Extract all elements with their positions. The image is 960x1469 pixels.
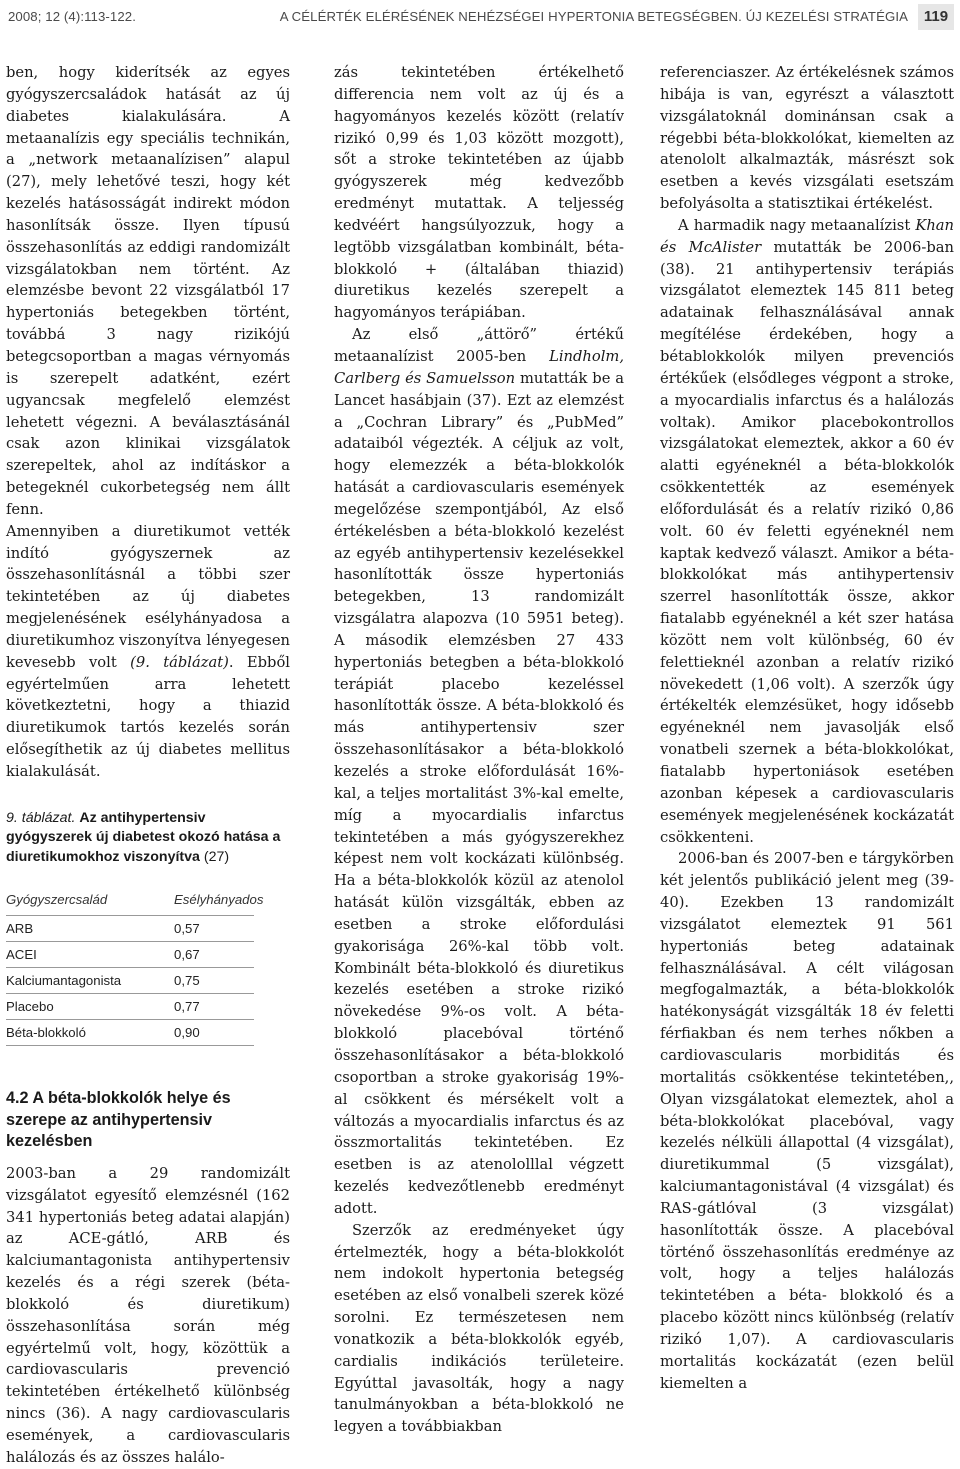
column-left (6, 62, 290, 1469)
body-text: A harmadik nagy metaanalízist (678, 216, 916, 234)
table-cell: 0,77 (174, 998, 200, 1014)
body-paragraph: 2003-ban a 29 randomizált vizsgálatot egyesítő elemzésnél (162 341 hypertoniás beteg adatai alapján) az ACE-gátló, ARB és kalciumantagonista antihypertensiv kezelés és a régi szerek (béta-blokkoló és diuretikum) összehasonlítása során még egyértelmű volt, hogy, közöttük a cardiovascularis prevenció tekintetében értékelhető különbség nincs (36). A nagy cardiovascularis események, a cardiovascularis halálozás és az összes halálo- (6, 1164, 290, 1466)
body-text: Amennyiben a diuretikumot vették indító gyógyszernek az összehasonlításnál a többi szer tekintetében az új diabetes megjelenésének esélyhányadosa a diuretikumhoz viszonyítva lényegesen kevesebb volt (6, 522, 290, 671)
body-paragraph (334, 324, 624, 1220)
table-reference: (9. táblázat) (130, 653, 229, 671)
body-paragraph: ben, hogy kiderítsék az egyes gyógyszercsaládok hatását az új diabetes kialakulására. A metaanalízis egy speciális technikán, a „network metaanalízisen” alapul (27), mely lehetővé teszi, hogy két kezelés hatásosságát indirekt módon hasonlítsák össze. Ilyen típusú összehasonlítás az eddigi randomizált vizsgálatokban nem történt. Az elemzésbe bevont 22 vizsgálatból 17 hypertoniás betegekben történt, továbbá 3 nagy rizikójú betegcsoportban a magas vérnyomás is szerepelt adatként, ezért ugyancsak megfelelő elemzést lehetett végezni. A beválasztásánál csak azon klinikai vizsgálatok szerepeltek, ahol az indításkor a betegeknél cukorbetegség nem állt fenn. (6, 64, 290, 518)
table-cell: ACEI (6, 946, 37, 962)
body-paragraph (6, 521, 290, 783)
table-header-row (6, 885, 264, 916)
column-middle (334, 62, 624, 1438)
body-paragraph: 2006-ban és 2007-ben e tárgykörben két jelentős publikáció jelent meg (39-40). Ezekben 13 randomizált vizsgálatot elemeztek 91 561 hypertoniás beteg adatainak felhasználásával. A célt világosan megfogalmazták, a béta-blokkolók hatékonyságát vizsgálták 18 év feletti férfiakban és nem terhes nőkben a cardiovascularis morbiditás és mortalitás csökkentése tekintetében,, Olyan vizsgálatokat elemeztek, ahol a béta-blokkolókat placebóval, vagy kezelés nélküli állapottal (4 vizsgálat), diuretikummal (5 vizsgálat), kalciumantagonistával (4 vizsgálat) és RAS-gátlóval (3 vizsgálat) hasonlították össze. A placebóval történő összehasonlítás eredménye az volt, hogy a teljes halálozás tekintetében a béta- blokkoló és a placebo között nincs különbség (relatív rizikó 1,07). A cardiovascularis mortalitás kockázatát (ezen belül kiemelten a (660, 850, 954, 1392)
odds-ratio-table (6, 885, 290, 1046)
page-number: 119 (918, 4, 954, 30)
table-label: 9. táblázat. (6, 809, 76, 826)
body-text: . Ebből egyértelműen arra lehetett következtetni, hogy a thiazid diuretikumok tartós kezelés során elősegíthetik az új diabetes mellitus kialakulását. (6, 653, 291, 780)
body-paragraph: zás tekintetében értékelhető differencia nem volt az új és a hagyományos kezelés között (relatív rizikó 0,99 és 1,03 között mozgott), sőt a stroke tekintetében az újabb gyógyszerek még kedvezőbb eredményt mutattak. A teljesség kedvéért hangsúlyozzuk, hogy a legtöbb vizsgálatban kombinált, béta-blokkoló + (általában thiazid) diuretikus kezelés szerepelt a hagyományos terápiában. (334, 64, 624, 322)
body-paragraph: referenciaszer. Az értékelésnek számos hibája is van, egyrészt a választott vizsgálatoknál dominánsan csak a régebbi béta-blokkolókat, kiemelten az atenololt alkalmazták, másrészt sok esetben a kevés vizsgálati esetszám befolyásolta a statisztikai értékelést. (660, 64, 954, 213)
table-cell: Béta-blokkoló (6, 1024, 86, 1040)
table-cell: 0,90 (174, 1024, 200, 1040)
table-header-cell: Esélyhányados (174, 892, 264, 908)
body-text: mutatták be 2006-ban (38). 21 antihypertensiv terápiás vizsgálatot elemeztek 145 811 beteg adatainak felhasználásával annak megítélése érdekében, hogy a bétablokkolók milyen prevenciós értékűek (elsődleges végpont a stroke, a myocardialis infarctus és a halálozás voltak). Amikor placebokontrollos vizsgálatokat elemeztek, akkor a 60 év alatti egyéneknél a béta-blokkolók csökkentették az események előfordulását és a relatív rizikó 0,86 volt. 60 év feletti egyéneknél nem kaptak kedvező választ. Amikor a béta-blokkolókat más antihypertensiv szerrel hasonlították össze, akkor fiatalabb egyéneknél a két szer hatása között nem volt különbség, 60 év felettieknél azonban a relatív rizikó növekedett (1,06 volt). A szerzők úgy értékelték elemzésüket, hogy idősebb egyéneknél nem javasolják első vonatbeli szernek a béta-blokkolókat, fiatalabb hypertoniások esetében azonban képesek a cardiovascularis események megjelenésének kockázatát csökkenteni. (660, 238, 954, 846)
table-title: Az antihypertensiv gyógyszerek új diabetest okozó hatása a diuretikumokhoz viszonyítva (6, 809, 281, 865)
column-right (660, 62, 954, 1394)
table-row (6, 1020, 254, 1046)
author-names: Lindholm, Carlberg és Samuelsson (334, 347, 624, 387)
table-row (6, 916, 254, 942)
table-row (6, 994, 254, 1020)
table-cell: ARB (6, 920, 34, 936)
table-cell: 0,75 (174, 972, 200, 988)
running-header-citation: 2008; 12 (4):113-122. (8, 9, 136, 24)
table-row (6, 942, 254, 968)
body-text: Az első „áttörő” értékű metaanalízist 2005-ben (334, 326, 624, 365)
running-header-title: A CÉLÉRTÉK ELÉRÉSÉNEK NEHÉZSÉGEI HYPERTONIA BETEGSÉGBEN. ÚJ KEZELÉSI STRATÉGIA (279, 9, 908, 24)
table-cell: 0,67 (174, 946, 200, 962)
table-caption-ref: (27) (203, 848, 230, 865)
table-header-cell: Gyógyszercsalád (6, 892, 108, 908)
section-heading: 4.2 A béta-blokkolók helye és szerepe az antihypertensiv kezelésben (6, 1089, 231, 1151)
author-names: Khan és McAlister (660, 216, 954, 256)
body-paragraph: Szerzők az eredményeket úgy értelmezték, hogy a béta-blokkolót nem indokolt hypertonia betegség esetében az első vonalbeli szerek közé sorolni. Ez természetesen nem vonatkozik a béta-blokkolók egyéb, cardialis indikációs területeire. Egyúttal javasolták, hogy a nagy tanulmányokban a béta-blokkoló ne legyen a továbbiakban (334, 1221, 624, 1436)
table-cell: 0,57 (174, 920, 200, 936)
body-text: mutatták be a Lancet hasábjain (37). Ezt az elemzést a „Cochran Library” és „PubMed” adataiból végezték. A céljuk az volt, hogy elemezzék a béta-blokkolók hatását a cardiovascularis események megelőzése szempontjából, Az első értékelésben a béta-blokkoló kezelést az egyéb antihypertensiv kezelésekkel hasonlították össze hypertoniás betegekben, 13 randomizált vizsgálatra alapozva (10 5951 beteg). A második elemzésben 27 433 hypertoniás betegben a béta-blokkoló terápiát placebo kezeléssel hasonlították össze. A béta-blokkoló és más antihypertensiv szer összehasonlításakor a béta-blokkoló kezelés a stroke előfordulását 16%-kal, a teljes mortalitást 3%-kal emelte, míg a myocardialis infarctus tekintetében a más gyógyszerekhez képest nem volt kockázati különbség. Ha a béta-blokkolók közül az atenolol hatását külön vizsgálták, ebben az esetben a stroke előfordulási gyakorisága 26%-kal több volt. Kombinált béta-blokkoló és diuretikus kezelés esetében a stroke rizikó növekedése 9%-os volt. A béta-blokkoló placebóval történő összehasonlításakor a béta-blokkoló csoportban a stroke gyakoriság 19%-al csökkent és mérsékelt volt a változás a myocardialis infarctus és az összmortalitás tekintetében. Ez esetben is az atenololllal végzett kezelés kedvezőtlenebb eredményt adott. (334, 369, 624, 1217)
table-cell: Placebo (6, 998, 54, 1014)
body-paragraph (660, 215, 954, 848)
table-caption (6, 809, 290, 868)
table-row (6, 968, 254, 994)
table-cell: Kalciumantagonista (6, 972, 122, 988)
